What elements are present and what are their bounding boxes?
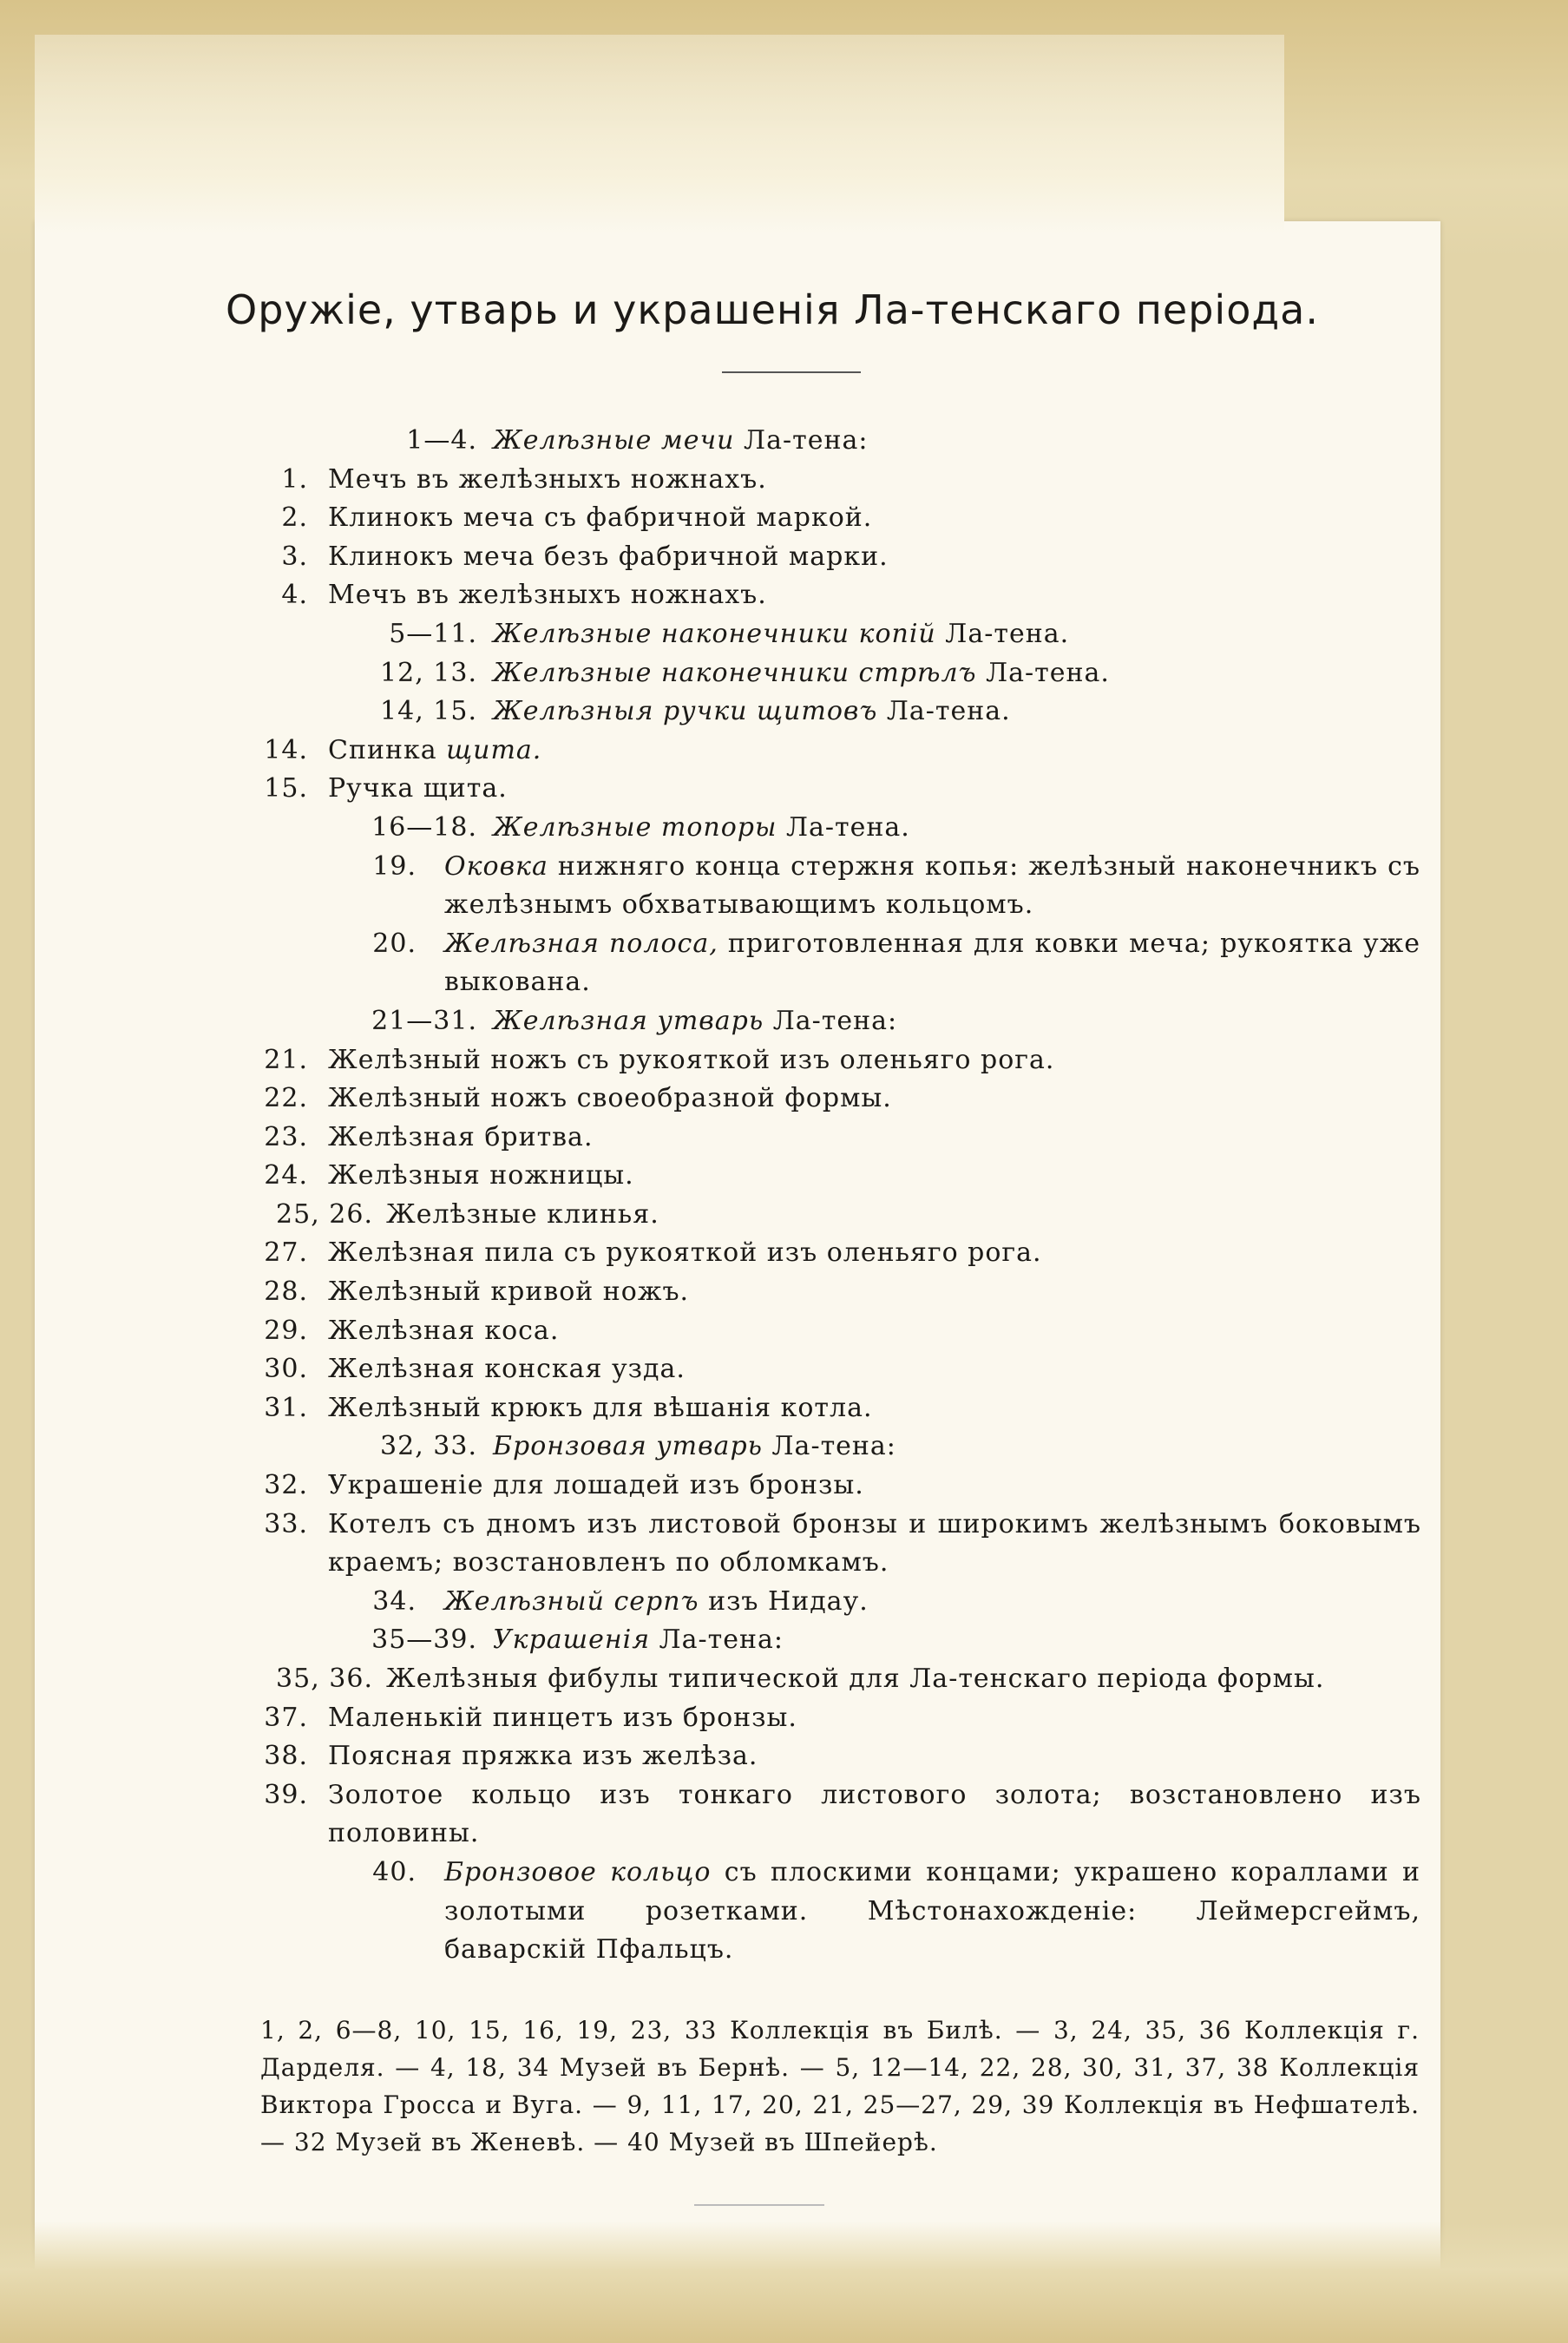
entry-number: 37. [264,1702,308,1733]
list-item [0,925,1568,1002]
entry-text: Мечъ въ желѣзныхъ ножнахъ. [328,580,767,611]
list-item [0,1157,1568,1196]
entry-italic: Желѣзные наконечники копій [493,618,936,649]
list-item [0,1660,1568,1699]
entry-text: Ла-тена: [764,1005,898,1036]
entry-number: 35—39. [371,1624,477,1656]
entry-text: нижняго конца стержня копья: желѣзный наконечникъ съ желѣзнымъ обхватывающимъ кольцомъ. [444,850,1420,921]
entry-text: Желѣзный кривой ножъ. [328,1277,690,1308]
list-item [0,1467,1568,1506]
entry-number: 27. [264,1237,308,1269]
bottom-divider [694,2204,824,2206]
entry-italic: Желѣзные наконечники стрѣлъ [493,657,977,688]
entry-number: 32. [264,1470,308,1501]
entry-text: Украшеніе для лошадей изъ бронзы. [328,1470,864,1501]
entry-text: Мечъ въ желѣзныхъ ножнахъ. [328,463,767,495]
entry-italic: Бронзовое кольцо [444,1856,712,1887]
entry-italic: Желѣзные топоры [493,811,777,843]
list-item [0,770,1568,809]
entry-italic: щита. [446,734,542,765]
entry-text: Желѣзный ножъ съ рукояткой изъ оленьяго рога. [328,1044,1055,1075]
entry-text: Желѣзный крюкъ для вѣшанія котла. [328,1392,873,1423]
paper-stain-bottom [0,2222,1568,2343]
entry-number: 20. [372,928,417,959]
entry-number: 1. [281,463,308,495]
entry-number: 33. [264,1508,308,1539]
list-item [0,1080,1568,1119]
entry-number: 34. [372,1585,417,1617]
list-item [0,461,1568,500]
entry-text: Ла-тена: [650,1624,784,1656]
entry-text: Ла-тена. [877,696,1011,727]
entry-number: 3. [281,541,308,572]
entry-italic: Желѣзныя ручки щитовъ [493,696,878,727]
entry-number: 21. [264,1044,308,1075]
entry-text: Ла-тена. [777,811,910,843]
entry-text: Желѣзный ножъ своеобразной формы. [328,1083,892,1114]
list-item [0,1389,1568,1428]
list-item [0,1737,1568,1776]
entry-number: 14. [264,734,308,765]
list-item [0,1196,1568,1235]
entry-text: Желѣзныя фибулы типической для Ла-тенскаго періода формы. [386,1664,1325,1694]
entry-italic: Бронзовая утварь [493,1431,763,1462]
section-heading [0,692,1568,732]
entry-text: Ручка щита. [328,773,508,804]
entry-text: Желѣзная коса. [328,1315,560,1346]
entry-text: Котелъ съ дномъ изъ листовой бронзы и широкимъ желѣзнымъ боковымъ краемъ; возстановленъ по обломкамъ. [328,1508,1421,1578]
section-heading [0,1621,1568,1660]
entry-number: 40. [372,1856,417,1887]
entry-number: 39. [264,1779,308,1810]
entry-number: 4. [281,580,308,611]
section-heading [0,615,1568,654]
entry-number: 15. [264,773,308,804]
section-heading [0,1427,1568,1467]
entry-text: Поясная пряжка изъ желѣза. [328,1741,758,1772]
entry-text: приготовленная для ковки меча; рукоятка уже выкована. [444,928,1420,998]
entry-text: Желѣзная пила съ рукояткой изъ оленьяго рога. [328,1237,1042,1269]
entry-list [0,422,1568,1970]
entry-text: Спинка [328,734,447,765]
entry-text: съ плоскими концами; украшено кораллами и золотыми розетками. Мѣстонахожденіе: Леймерсгеймъ, баварскій Пфальцъ. [444,1856,1420,1966]
entry-number: 30. [264,1354,308,1385]
entry-number: 16—18. [371,811,477,843]
section-heading [0,422,1568,461]
entry-number: 38. [264,1741,308,1772]
list-item [0,1312,1568,1351]
entry-italic: Желѣзная полоса, [444,928,718,959]
entry-number: 24. [264,1160,308,1191]
entry-number: 12, 13. [380,657,477,688]
entry-number: 1—4. [406,425,477,456]
collection-footnote: 1, 2, 6—8, 10, 15, 16, 19, 23, 33 Коллекція въ Билѣ. — 3, 24, 35, 36 Коллекція г. Дарделя. — 4, 18, 34 Музей въ Бернѣ. — 5, 12—14, 22, 28, 30, 31, 37, 38 Коллекція Виктора Гросса и Вуга. — 9, 11, 17, 20, 21, 25—27, 29, 39 Коллекція въ Нефшателѣ. — 32 Музей въ Женевѣ. — 40 Музей въ Шпейерѣ. [260,2016,1420,2156]
list-item [0,1583,1568,1622]
list-item [0,576,1568,615]
list-item [0,1506,1568,1583]
entry-number: 23. [264,1121,308,1152]
entry-number: 32, 33. [380,1431,477,1462]
entry-text: изъ Нидау. [699,1585,869,1617]
entry-number: 31. [264,1392,308,1423]
title-divider [722,371,861,373]
list-item [0,1854,1568,1970]
list-item [0,1273,1568,1312]
page-title: Оружіе, утварь и украшенія Ла-тенскаго періода. [226,286,1319,333]
entry-text: Желѣзные клинья. [386,1198,659,1230]
entry-text: Желѣзная конская узда. [328,1354,686,1385]
entry-number: 2. [281,502,308,534]
entry-text: Клинокъ меча съ фабричной маркой. [328,502,873,534]
entry-number: 22. [264,1083,308,1114]
entry-text: Клинокъ меча безъ фабричной марки. [328,541,889,572]
entry-italic: Желѣзная утварь [493,1005,764,1036]
entry-text: Золотое кольцо изъ тонкаго листового золота; возстановлено изъ половины. [328,1779,1421,1849]
entry-text: Ла-тена. [935,618,1070,649]
section-heading [0,654,1568,693]
entry-text: Ла-тена: [762,1431,896,1462]
list-item [0,1776,1568,1854]
page-leaf-top [35,35,1284,234]
list-item [0,732,1568,771]
entry-text: Маленькій пинцетъ изъ бронзы. [328,1702,797,1733]
section-heading [0,809,1568,848]
list-item [0,1119,1568,1158]
entry-text: Желѣзная бритва. [328,1121,594,1152]
entry-italic: Желѣзные мечи [493,425,735,456]
entry-number: 29. [264,1315,308,1346]
entry-number: 21—31. [371,1005,477,1036]
section-heading [0,1002,1568,1041]
entry-text: Ла-тена: [734,425,869,456]
list-item [0,1350,1568,1389]
entry-number: 14, 15. [380,696,477,727]
entry-number: 5—11. [389,618,477,649]
entry-italic: Оковка [444,850,548,882]
list-item [0,848,1568,925]
list-item [0,1234,1568,1273]
list-item [0,538,1568,577]
list-item [0,1041,1568,1080]
entry-number: 35, 36. [276,1664,373,1694]
entry-text: Желѣзныя ножницы. [328,1160,634,1191]
entry-text: Ла-тена. [976,657,1110,688]
list-item [0,499,1568,538]
entry-number: 25, 26. [276,1198,373,1230]
list-item [0,1699,1568,1738]
entry-number: 19. [372,850,417,882]
entry-italic: Желѣзный серпъ [444,1585,699,1617]
entry-italic: Украшенія [493,1624,651,1656]
entry-number: 28. [264,1277,308,1308]
